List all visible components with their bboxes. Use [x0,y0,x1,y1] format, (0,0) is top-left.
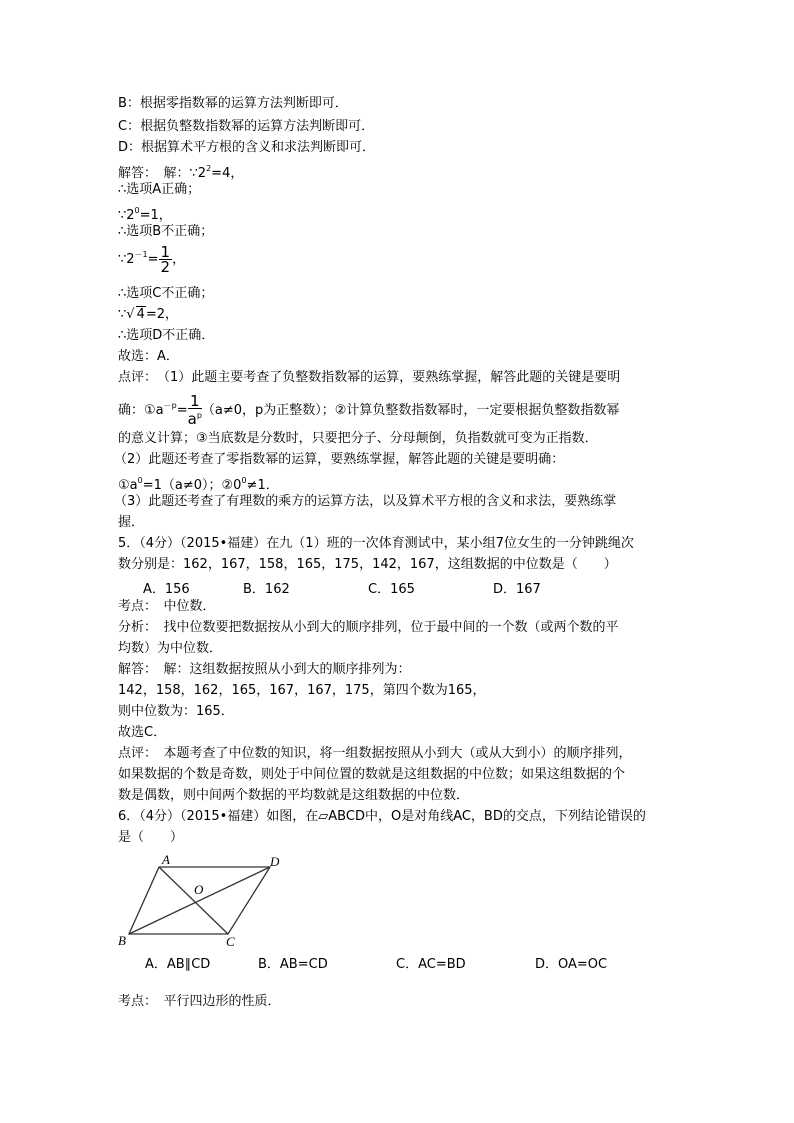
math: ， [172,252,186,267]
review-d: D：根据算术平方根的含义和求法判断即可． [118,140,376,155]
q5-stem-2: 数分别是：162，167，158，165，175，142，167，这组数据的中位数是（ ） [118,557,617,572]
q5-answer-1: 解答： 解：这组数据按照从小到大的顺序排列为： [118,662,411,677]
review-c: C：根据负整数指数幂的运算方法判断即可． [118,119,375,134]
comment-3: 的意义计算；③当底数是分数时，只要把分子、分母颠倒，负指数就可变为正指数． [118,431,598,446]
numerator: 1 [160,243,171,261]
math: ∵2 [118,208,135,223]
q6-stem-1: 6．（4分）（2015•福建）如图，在▱ABCD中，O是对角线AC，BD的交点，下列结论错误的 [118,809,646,824]
math: = [176,403,188,418]
comment-7: 握． [118,515,145,530]
math: 0 [134,206,140,215]
math: 2 [206,164,212,173]
math: = [147,252,159,267]
q6-stem-2: 是（ ） [118,830,184,845]
answer-line [118,161,243,182]
neg-exp [118,245,185,274]
q5-comment-3: 数是偶数，则中间两个数据的平均数就是这组数据的中位数． [118,788,470,803]
math: ①a [118,478,138,493]
q6-option-c: C．AC=BD [396,957,466,972]
denominator: 2 [160,258,171,276]
q5-stem-1: 5．（4分）（2015•福建）在九（1）班的一次体育测试中，某小组7位女生的一分钟跳绳次 [118,536,634,551]
sqrt-line [118,307,178,323]
math: =2， [145,307,179,322]
math: p [196,411,202,420]
q6-option-b: B．AB=CD [258,957,328,972]
comment-1 [118,370,620,386]
math: =1， [139,208,172,223]
q6-option-d: D．OA=OC [535,957,608,972]
q6-option-a: A．AB∥CD [145,957,211,972]
q5-option-a: A．156 [143,582,190,597]
d-incorrect: ∴选项D不正确． [118,328,215,343]
zero-exp [118,203,172,224]
label-d: D [270,854,280,869]
math: －p [163,401,177,410]
answer-label: 解答： [118,166,151,181]
fraction [188,394,202,426]
b-incorrect: ∴选项B不正确； [118,224,214,239]
comment-6: （3）此题还考查了有理数的乘方的运算方法，以及算术平方根的含义和求法，要熟练掌 [114,494,617,509]
math: 解：∵2 [163,166,207,181]
denominator [188,409,202,426]
c-incorrect: ∴选项C不正确； [118,286,214,301]
label-c: C [226,934,235,948]
math: a [187,410,197,428]
q5-analysis-2: 均数）为中位数． [118,641,223,656]
review-b: B：根据零指数幂的运算方法判断即可． [118,96,348,111]
comment-4: （2）此题还考查了零指数幂的运算，要熟练掌握，解答此题的关键是要明确： [114,452,565,467]
q5-option-d: D．167 [493,582,541,597]
math: 4 [136,307,145,322]
comment-label: 点评： [118,370,151,385]
comment-5 [118,473,279,494]
a-correct: ∴选项A正确； [118,182,201,197]
math: 确：①a [118,403,164,418]
sqrt-icon: √ [126,307,135,322]
q5-answer-2: 142，158，162，165，167，167，175，第四个数为165， [118,683,486,698]
comment-2 [118,394,619,426]
comment-text: （1）此题主要考查了负整数指数幂的运算，要熟练掌握，解答此题的关键是要明 [163,370,621,385]
q5-option-c: C．165 [368,582,415,597]
numerator: 1 [188,394,202,409]
math: ∵2 [118,252,135,267]
label-b: B [118,933,126,948]
q5-comment-1: 点评： 本题考查了中位数的知识，将一组数据按照从小到大（或从大到小）的顺序排列， [118,746,632,761]
q5-choice: 故选C． [118,725,167,740]
math: ∵ [118,307,127,322]
q5-comment-2: 如果数据的个数是奇数，则处于中间位置的数就是这组数据的中位数；如果这组数据的个 [118,767,626,782]
q6-point: 考点： 平行四边形的性质． [118,994,281,1009]
math: 0 [241,476,247,485]
q5-answer-3: 则中位数为：165． [118,704,234,719]
math: －1 [134,250,148,259]
comment-text: （a≠0，p为正整数）；②计算负整数指数幂时，一定要根据负整数指数幂 [201,403,620,418]
diagonal-ac [159,867,228,934]
parallelogram-figure [110,848,290,948]
label-a: A [162,852,170,867]
choice-a: 故选：A． [118,349,179,364]
math: =4， [211,166,244,181]
fraction [159,245,173,274]
q5-option-b: B．162 [243,582,290,597]
math: =1（a≠0）；②0 [142,478,242,493]
math: 0 [137,476,143,485]
math: ≠1． [246,478,279,493]
q5-analysis-1: 分析： 找中位数要把数据按从小到大的顺序排列，位于最中间的一个数（或两个数的平 [118,620,619,635]
label-o: O [194,882,204,897]
q5-point: 考点： 中位数． [118,599,216,614]
